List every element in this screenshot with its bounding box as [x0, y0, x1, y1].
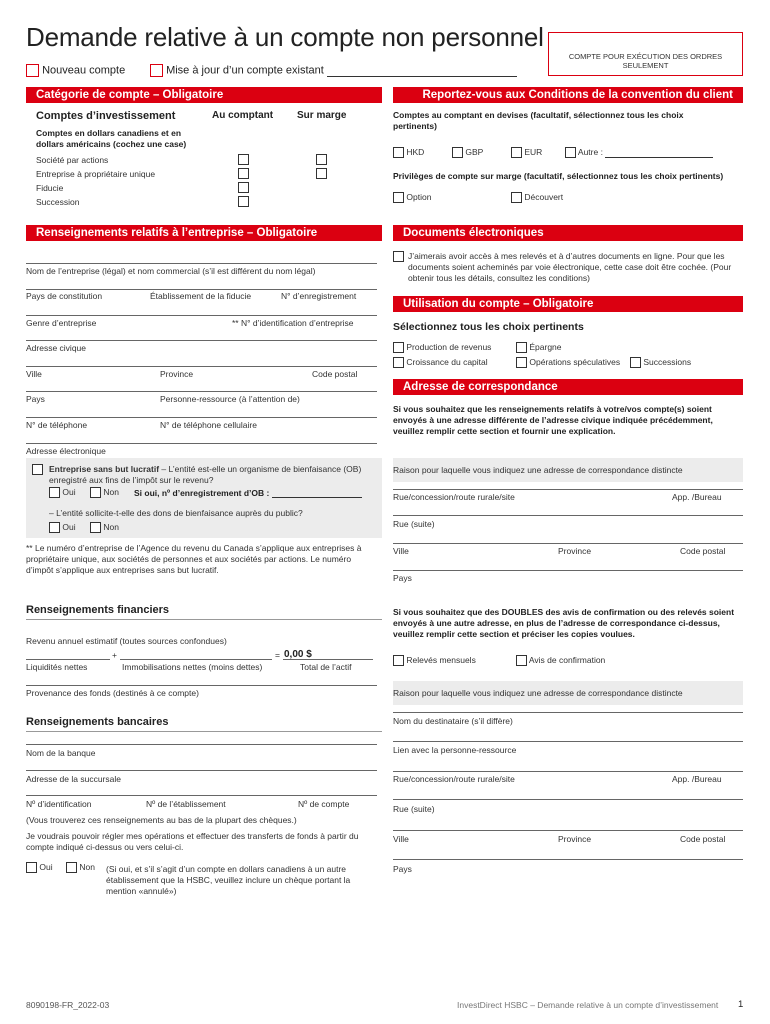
legal-name-line[interactable]	[26, 263, 377, 264]
growth-checkbox[interactable]	[393, 357, 404, 368]
liquid-label: Liquidités nettes	[26, 662, 88, 672]
transfer-yes-checkbox[interactable]	[26, 862, 37, 873]
id-no-label: Nº d’identification	[26, 799, 92, 809]
gbp-label: GBP	[465, 147, 484, 157]
country2-label: Pays	[26, 394, 45, 404]
tax-id-label: ** N° d’identification d’entreprise	[232, 318, 354, 328]
charity-no-checkbox[interactable]	[90, 487, 101, 498]
transfer-no-option[interactable]	[66, 862, 95, 873]
street2-label: Rue (suite)	[393, 519, 435, 529]
country-label: Pays de constitution	[26, 291, 103, 301]
eur-label: EUR	[524, 147, 543, 157]
city-line[interactable]	[26, 366, 377, 367]
duplicate-intro: Si vous souhaitez que des DOUBLES des avis de confirmation ou des relevés soient envoyés à une autre adresse, en plus de l’adresse de correspondance ci-dessus, veuillez remplir cette section et préciser les copies voulues.	[393, 607, 735, 639]
overdraft-label: Découvert	[524, 192, 564, 202]
fixed-label: Immobilisations nettes (moins dettes)	[122, 662, 263, 672]
transit-label: Nº de l’établissement	[146, 799, 226, 809]
recipient-label: Nom du destinataire (s’il diffère)	[393, 716, 513, 726]
charity-yes-option[interactable]	[49, 487, 76, 498]
transfer-no-checkbox[interactable]	[66, 862, 77, 873]
contact-label: Personne-ressource (à l’attention de)	[160, 394, 300, 404]
page-number: 1	[738, 999, 744, 1010]
terms-bar: Reportez-vous aux Conditions de la convention du client	[393, 87, 743, 103]
savings-label: Épargne	[529, 342, 562, 352]
bank-name-label: Nom de la banque	[26, 748, 96, 758]
reason-label: Raison pour laquelle vous indiquez une adresse de correspondance distincte	[393, 465, 683, 475]
charity-yes-label: Oui	[62, 487, 76, 497]
corp-margin-checkbox[interactable]	[316, 154, 327, 165]
income-usage-label: Production de revenus	[406, 342, 492, 352]
electronic-checkbox[interactable]	[393, 251, 404, 262]
donations-no-label: Non	[103, 522, 119, 532]
province-label: Province	[160, 369, 194, 379]
phone-line[interactable]	[26, 417, 377, 418]
apt-label: App. /Bureau	[672, 492, 722, 502]
relation-label: Lien avec la personne-ressource	[393, 745, 517, 755]
execution-only-label: COMPTE POUR EXÉCUTION DES ORDRES SEULEMENT	[568, 52, 723, 70]
street2-line[interactable]	[393, 515, 743, 516]
estates-label: Successions	[643, 357, 692, 367]
electronic-text: J’aimerais avoir accès à mes relevés et à d’autres documents en ligne. Pour que les documents soient acheminés par voie électronique, cette case doit être cochée. (Pour obtenir tous les détails, consultez les conditions)	[408, 251, 732, 283]
dup-street-line[interactable]	[393, 771, 743, 772]
update-account-label: Mise à jour d’un compte existant	[166, 64, 324, 77]
charity-reg-label	[134, 488, 362, 498]
eur-checkbox[interactable]	[511, 147, 522, 158]
nonprofit-text: – L’entité est-elle un organisme de bienfaisance (OB) enregistré aux fins de l’impôt sur le revenu?	[49, 464, 362, 485]
row-sole-proprietor: Entreprise à propriétaire unique	[36, 169, 156, 179]
postal-label: Code postal	[312, 369, 358, 379]
postal-mail-label: Code postal	[680, 546, 726, 556]
new-account-checkbox[interactable]	[26, 64, 39, 77]
business-type-line[interactable]	[26, 315, 377, 316]
update-account-checkbox[interactable]	[150, 64, 163, 77]
growth-label: Croissance du capital	[406, 357, 488, 367]
row-corporation: Société par actions	[36, 155, 109, 165]
other-currency-checkbox[interactable]	[565, 147, 576, 158]
option-privilege[interactable]	[393, 192, 431, 203]
transfer-yes-option[interactable]	[26, 862, 53, 873]
province-mail-label: Province	[558, 546, 592, 556]
fixed-line[interactable]	[120, 659, 272, 660]
equals-sign: =	[275, 650, 280, 660]
new-account-label: Nouveau compte	[42, 64, 126, 77]
charity-reg-text: Si oui, nº d’enregistrement d’OB :	[134, 488, 270, 498]
dup-postal-label: Code postal	[680, 834, 726, 844]
page-title: Demande relative à un compte non personnel	[26, 22, 544, 52]
financial-heading: Renseignements financiers	[26, 604, 170, 616]
footer-doc-title: InvestDirect HSBC – Demande relative à un compte d’investissement	[457, 1000, 719, 1010]
source-label: Provenance des fonds (destinés à ce compte)	[26, 688, 199, 698]
charity-reg-field[interactable]	[272, 489, 362, 498]
confirm-checkbox[interactable]	[516, 655, 527, 666]
donations-yes-checkbox[interactable]	[49, 522, 60, 533]
new-account-option[interactable]	[26, 64, 125, 77]
cell-label: N° de téléphone cellulaire	[160, 420, 257, 430]
confirm-option[interactable]	[516, 655, 605, 666]
donations-no-option[interactable]	[90, 522, 119, 533]
speculative-label: Opérations spéculatives	[529, 357, 621, 367]
gbp-option[interactable]	[452, 147, 483, 158]
entity-bar: Renseignements relatifs à l’entreprise – Obligatoire	[26, 225, 382, 241]
other-currency-option[interactable]	[565, 147, 713, 158]
corp-cash-checkbox[interactable]	[238, 154, 249, 165]
dup-city-label: Ville	[393, 834, 409, 844]
cheque-note: (Vous trouverez ces renseignements au bas de la plupart des chèques.)	[26, 815, 297, 825]
phone-label: N° de téléphone	[26, 420, 88, 430]
speculative-checkbox[interactable]	[516, 357, 527, 368]
mailing-bar: Adresse de correspondance	[393, 379, 743, 395]
dup-country-line[interactable]	[393, 859, 743, 860]
branch-address-label: Adresse de la succursale	[26, 774, 121, 784]
charity-no-option[interactable]	[90, 487, 119, 498]
speculative-option[interactable]	[516, 357, 620, 368]
estates-option[interactable]	[630, 357, 691, 368]
city-label: Ville	[26, 369, 42, 379]
country-mail-label: Pays	[393, 573, 412, 583]
donations-yes-label: Oui	[62, 522, 76, 532]
dup-street-label: Rue/concession/route rurale/site	[393, 774, 515, 784]
dup-street2-line[interactable]	[393, 799, 743, 800]
gbp-checkbox[interactable]	[452, 147, 463, 158]
sole-cash-checkbox[interactable]	[238, 168, 249, 179]
dup-city-line[interactable]	[393, 830, 743, 831]
monthly-option[interactable]	[393, 655, 476, 666]
dup-street2-label: Rue (suite)	[393, 804, 435, 814]
usage-bar: Utilisation du compte – Obligatoire	[393, 296, 743, 312]
reg-no-label: N° d’enregistrement	[281, 291, 357, 301]
cash-heading: Au comptant	[212, 110, 274, 121]
savings-option[interactable]	[516, 342, 562, 353]
branch-address-line[interactable]	[26, 770, 377, 771]
electronic-bar: Documents électroniques	[393, 225, 743, 241]
legal-name-label: Nom de l’entreprise (légal) et nom commercial (s’il est différent du nom légal)	[26, 266, 316, 276]
hkd-label: HKD	[406, 147, 425, 157]
email-label: Adresse électronique	[26, 446, 106, 456]
void-cheque-note: (Si oui, et s’il s’agit d’un compte en dollars canadiens à un autre établissement que la HSBC, veuillez inclure un chèque portant la mention «annulé»)	[106, 864, 351, 896]
income-usage-option[interactable]	[393, 342, 491, 353]
income-usage-checkbox[interactable]	[393, 342, 404, 353]
source-line[interactable]	[26, 685, 377, 686]
option-checkbox[interactable]	[393, 192, 404, 203]
donations-no-checkbox[interactable]	[90, 522, 101, 533]
banking-divider	[26, 731, 382, 732]
tax-id-footnote: ** Le numéro d’entreprise de l’Agence du revenu du Canada s’applique aux entreprises à propriétaire unique, aux sociétés de personnes et aux sociétés par actions. Le numéro d’impôt s’applique aux entreprises sans but lucratif.	[26, 543, 362, 575]
transfer-no-label: Non	[79, 862, 95, 872]
growth-option[interactable]	[393, 357, 488, 368]
bank-numbers-line[interactable]	[26, 795, 377, 796]
business-type-label: Genre d’entreprise	[26, 318, 97, 328]
donations-question: – L’entité sollicite-t-elle des dons de bienfaisance auprès du public?	[49, 508, 303, 518]
transfer-yes-label: Oui	[39, 862, 53, 872]
sole-margin-checkbox[interactable]	[316, 168, 327, 179]
recipient-line[interactable]	[393, 712, 743, 713]
country-mail-line[interactable]	[393, 570, 743, 571]
relation-line[interactable]	[393, 741, 743, 742]
nonprofit-question	[49, 464, 374, 486]
other-currency-label: Autre :	[577, 147, 603, 157]
country2-line[interactable]	[26, 391, 377, 392]
charity-no-label: Non	[103, 487, 119, 497]
total-label: Total de l’actif	[300, 662, 352, 672]
banking-heading: Renseignements bancaires	[26, 716, 169, 728]
dup-reason-label: Raison pour laquelle vous indiquez une adresse de correspondance distincte	[393, 688, 683, 698]
monthly-checkbox[interactable]	[393, 655, 404, 666]
margin-privileges-heading: Privilèges de compte sur marge (facultatif, sélectionnez tous les choix pertinents)	[393, 171, 724, 181]
option-label: Option	[406, 192, 432, 202]
monthly-label: Relevés mensuels	[406, 655, 476, 665]
margin-heading: Sur marge	[297, 110, 347, 121]
donations-yes-option[interactable]	[49, 522, 76, 533]
usage-select-heading: Sélectionnez tous les choix pertinents	[393, 321, 584, 333]
mailing-intro: Si vous souhaitez que les renseignements relatifs à votre/vos compte(s) soient envoyés à une adresse différente de l’adresse civique indiquée précédemment, veuillez remplir cette section et fournir une explication.	[393, 404, 713, 436]
liquid-line[interactable]	[26, 659, 110, 660]
estates-checkbox[interactable]	[630, 357, 641, 368]
civic-address-line[interactable]	[26, 340, 377, 341]
street-line[interactable]	[393, 489, 743, 490]
financial-divider	[26, 619, 382, 620]
charity-yes-checkbox[interactable]	[49, 487, 60, 498]
estate-cash-checkbox[interactable]	[238, 196, 249, 207]
transfer-question: Je voudrais pouvoir régler mes opérations et effectuer des transferts de fonds à partir du compte indiqué ci-dessus ou vers celui-ci.	[26, 831, 359, 852]
savings-checkbox[interactable]	[516, 342, 527, 353]
account-number-field[interactable]	[327, 67, 517, 77]
hkd-checkbox[interactable]	[393, 147, 404, 158]
street-label: Rue/concession/route rurale/site	[393, 492, 515, 502]
row-estate: Succession	[36, 197, 80, 207]
eur-option[interactable]	[511, 147, 542, 158]
trust-cash-checkbox[interactable]	[238, 182, 249, 193]
currency-heading: Comptes au comptant en devises (facultatif, sélectionnez tous les choix pertinents)	[393, 110, 684, 131]
overdraft-privilege[interactable]	[511, 192, 563, 203]
investment-accounts-heading: Comptes d’investissement	[36, 110, 176, 122]
plus-sign: +	[112, 650, 117, 660]
dup-province-label: Province	[558, 834, 592, 844]
update-account-option[interactable]	[150, 64, 517, 77]
trust-est-label: Établissement de la fiducie	[150, 291, 252, 301]
hkd-option[interactable]	[393, 147, 424, 158]
row-trust: Fiducie	[36, 183, 64, 193]
cad-usd-note: Comptes en dollars canadiens et en dollars américains (cochez une case)	[36, 128, 187, 149]
other-currency-field[interactable]	[605, 149, 713, 158]
income-label: Revenu annuel estimatif (toutes sources confondues)	[26, 636, 227, 646]
country-line[interactable]	[26, 289, 377, 290]
confirm-label: Avis de confirmation	[528, 655, 606, 665]
dup-apt-label: App. /Bureau	[672, 774, 722, 784]
email-line[interactable]	[26, 443, 377, 444]
total-value: 0,00 $	[284, 649, 312, 660]
nonprofit-checkbox[interactable]	[32, 464, 43, 475]
account-no-label: Nº de compte	[298, 799, 350, 809]
dup-country-label: Pays	[393, 864, 412, 874]
form-code: 8090198-FR_2022-03	[26, 1000, 110, 1010]
category-bar: Catégorie de compte – Obligatoire	[26, 87, 382, 103]
bank-name-line[interactable]	[26, 744, 377, 745]
nonprofit-title: Entreprise sans but lucratif	[49, 464, 160, 474]
overdraft-checkbox[interactable]	[511, 192, 522, 203]
civic-address-label: Adresse civique	[26, 343, 87, 353]
execution-only-box[interactable]	[548, 32, 743, 76]
city-mail-label: Ville	[393, 546, 409, 556]
city-mail-line[interactable]	[393, 543, 743, 544]
